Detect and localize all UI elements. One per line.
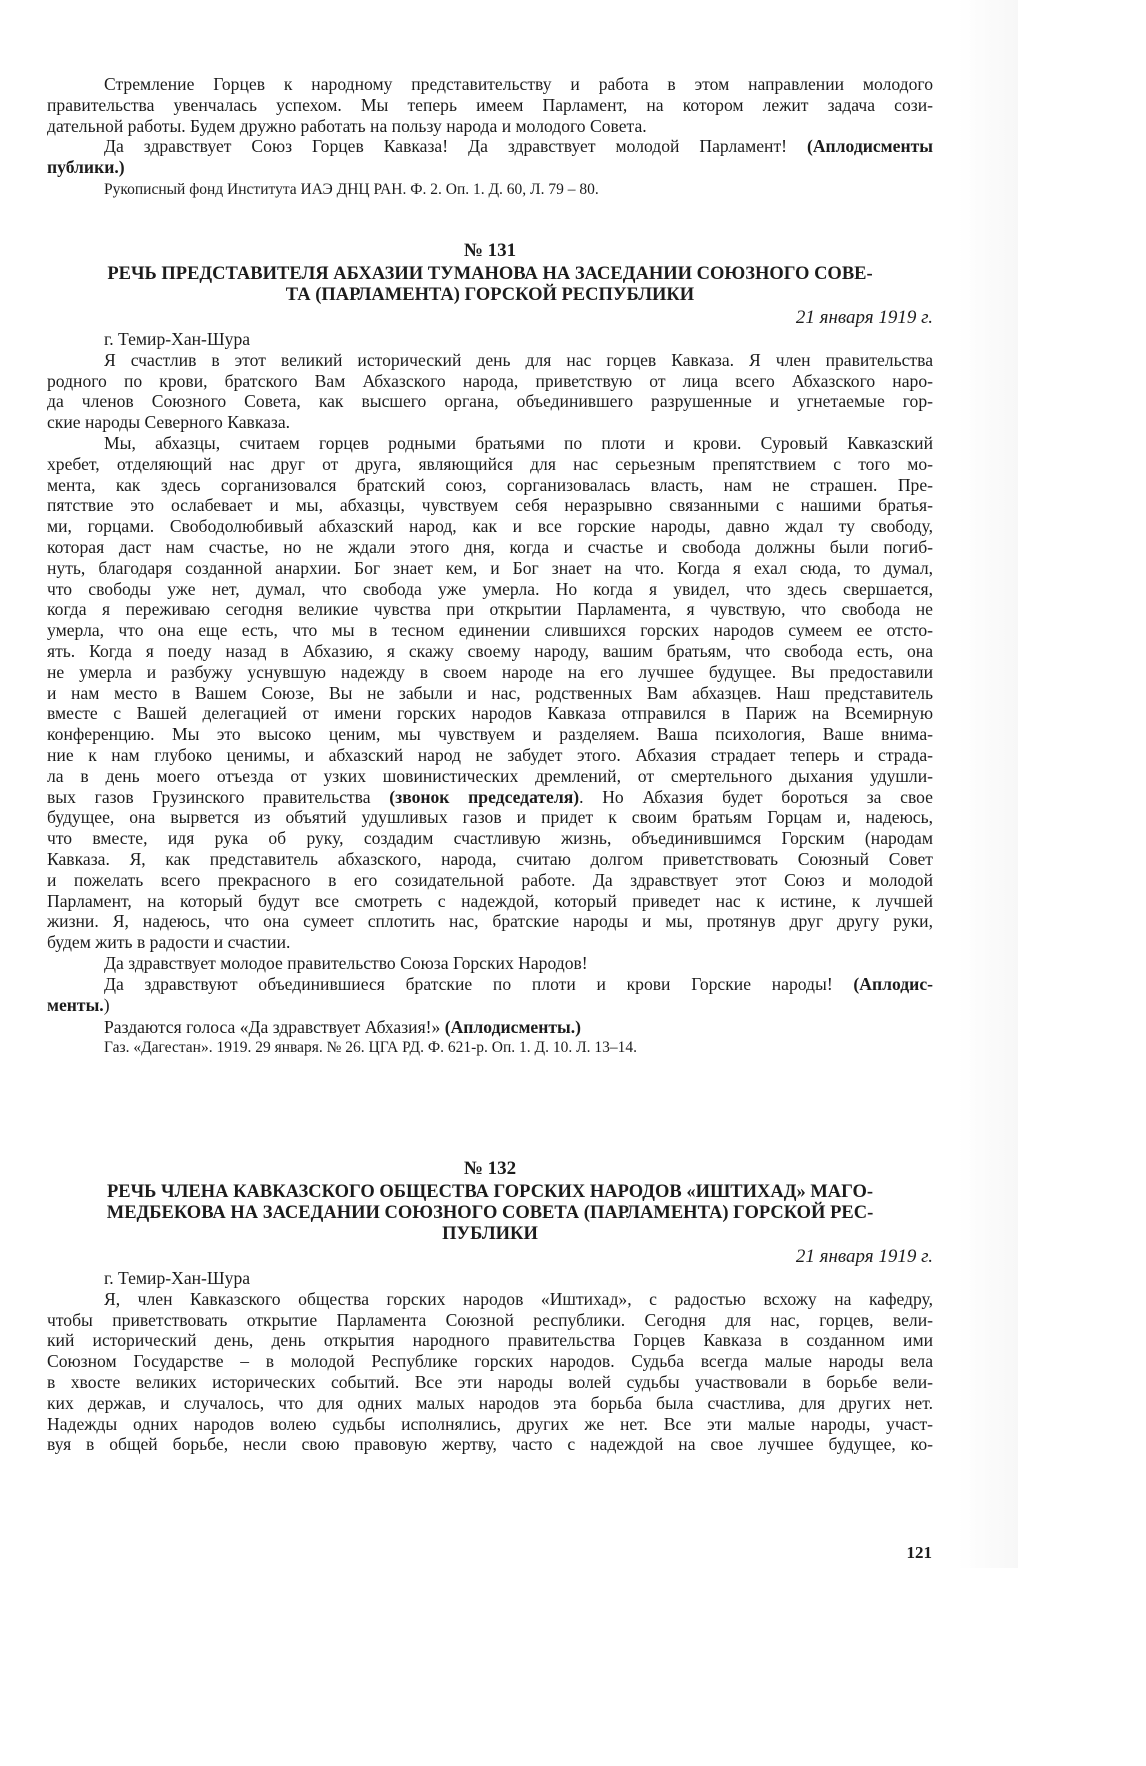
text-line: да членов Союзного Совета, как высшего органа, объединившего разрушенные и угнетаемые гор- (47, 391, 933, 412)
text-line: Надежды одних народов волею судьбы исполнялись, других же нет. Все эти малые народы, участ- (47, 1413, 933, 1434)
text-line: дательной работы. Будем дружно работать на пользу народа и молодого Совета. (47, 115, 647, 136)
text-line: Да здравствует молодое правительство Союза Горских Народов! (104, 952, 588, 973)
text-line: когда я переживаю сегодня великие чувства при открытии Парламента, я чувствую, что свобода не (47, 599, 933, 620)
title-line: ПУБЛИКИ (442, 1224, 538, 1244)
text-line (47, 787, 933, 808)
document-place: г. Темир-Хан-Шура (104, 329, 251, 349)
text-line (47, 1017, 933, 1038)
title-line: РЕЧЬ ЧЛЕНА КАВКАЗСКОГО ОБЩЕСТВА ГОРСКИХ НАРОДОВ «ИШТИХАД» МАГО- (106, 1182, 874, 1202)
text-line: чтобы приветствовать открытие Парламента Союзной республики. Сегодня для нас, горцев, вели- (47, 1309, 933, 1330)
document-number: № 131 (463, 240, 517, 261)
text-line: Парламент, на который будут все смотреть с надеждой, который приведет нас к истине, к лучшей (47, 890, 933, 911)
text-line: будущее, она вырвется из объятий удушливых газов и придет к своим братьям Горцам и, надеюсь, (47, 807, 933, 828)
text-line: что вместе, идя рука об руку, создадим счастливую жизнь, объединившимся Горским (народам (47, 828, 933, 849)
page-number: 121 (906, 1543, 932, 1562)
scan-edge-shadow (958, 0, 1018, 1568)
text-line: ские народы Северного Кавказа. (47, 412, 291, 433)
text-line: хребет, отделяющий нас друг от друга, являющийся для нас серьезным препятствием с того мо- (47, 453, 933, 474)
document-date: 21 января 1919 г. (795, 307, 933, 328)
text-line: ние к нам глубоко ценимы, и абхазский народ не забудет этого. Абхазия страдает теперь и страда- (47, 744, 933, 765)
stage-note: (звонок председателя) (389, 786, 580, 807)
text-line: ких держав, и случалось, что для одних малых народов эта борьба была счастлива, для других нет. (47, 1392, 933, 1413)
document-title (47, 1182, 933, 1245)
text-line (47, 136, 933, 157)
title-line: РЕЧЬ ПРЕДСТАВИТЕЛЯ АБХАЗИИ ТУМАНОВА НА ЗАСЕДАНИИ СОЮЗНОГО СОВЕ- (107, 264, 873, 284)
text-line: ми, горцами. Свободолюбивый абхазский народ, как и все горские народы, давно ждал ту свободу, (47, 516, 933, 537)
stage-note: публики.) (47, 157, 125, 178)
text-span: ) (103, 994, 110, 1015)
archive-source: Рукописный фонд Института ИАЭ ДНЦ РАН. Ф. 2. Оп. 1. Д. 60, Л. 79 – 80. (104, 180, 599, 198)
stage-note: (Аплодис- (853, 973, 933, 994)
text-line: которая даст нам счастье, но не ждали этого дня, когда и счастье и свобода должны были погиб- (47, 536, 933, 557)
document-date: 21 января 1919 г. (795, 1246, 933, 1267)
text-span: вых газов Грузинского правительства (47, 786, 390, 807)
document-title (47, 264, 933, 306)
archive-source: Газ. «Дагестан». 1919. 29 января. № 26. ЦГА РД. Ф. 621-р. Оп. 1. Д. 10. Л. 13–14. (104, 1039, 637, 1057)
text-line: пятствие это ослабевает и мы, абхазцы, чувствуем себя неразрывно связанными с нашими братья- (47, 495, 933, 516)
document-131 (47, 240, 933, 1059)
text-line: Стремление Горцев к народному представительству и работа в этом направлении молодого (104, 74, 933, 94)
text-line: и пожелать всего прекрасного в его созидательной работе. Да здравствует этот Союз и молодой (47, 869, 933, 890)
text-line: правительства увенчалась успехом. Мы теперь имеем Парламент, на котором лежит задача сози- (47, 94, 933, 115)
text-line: кий исторический день, день открытия народного правительства Горцев Кавказа в созданном ими (47, 1330, 933, 1351)
title-line: ТА (ПАРЛАМЕНТА) ГОРСКОЙ РЕСПУБЛИКИ (285, 285, 695, 305)
title-line: МЕДБЕКОВА НА ЗАСЕДАНИИ СОЮЗНОГО СОВЕТА (ПАРЛАМЕНТА) ГОРСКОЙ РЕС- (106, 1203, 874, 1223)
text-line (47, 995, 933, 1016)
continuation-text (47, 74, 933, 201)
text-line (47, 974, 933, 995)
text-span: . Но Абхазия будет бороться за свое (579, 786, 933, 807)
text-line: вместе с Вашей делегацией от имени горских народов Кавказа отправился в Париж на Всемирную (47, 703, 933, 724)
text-line: не умерла и разбужу уснувшую надежду в своем народе на его лучшее будущее. Вы предоставили (47, 661, 933, 682)
text-line: конференцию. Мы это высоко ценим, мы чувствуем и разделяем. Ваша психология, Ваше внима- (47, 724, 933, 745)
text-line: ять. Когда я поеду назад в Абхазию, я скажу своему народу, вашим братьям, что свобода есть, она (47, 640, 933, 661)
text-line: Я, член Кавказского общества горских народов «Иштихад», с радостью всхожу на кафедру, (104, 1288, 933, 1309)
document-place: г. Темир-Хан-Шура (104, 1268, 251, 1288)
text-line: Кавказа. Я, как представитель абхазского, народа, считаю долгом приветствовать Союзный Совет (47, 848, 933, 869)
text-line: Мы, абхазцы, считаем горцев родными братьями по плоти и крови. Суровый Кавказский (104, 432, 933, 453)
document-number: № 132 (463, 1158, 517, 1179)
stage-note: менты. (47, 994, 104, 1015)
text-line: жизни. Я, надеюсь, что она сумеет сплотить нас, братские народы и мы, протянув друг другу руки, (47, 911, 933, 932)
document-132 (47, 1158, 933, 1455)
text-line: будем жить в радости и счастии. (47, 932, 291, 953)
text-line: и нам место в Вашем Союзе, Вы не забыли и нас, родственных Вам абхазцев. Наш представитель (47, 682, 933, 703)
text-line: умерла, что она еще есть, что мы в тесном единении слившихся горских народов сумеем ее отсто- (47, 620, 933, 641)
text-line: вуя в общей борьбе, несли свою правовую жертву, часто с надеждой на свое лучшее будущее, ко- (47, 1434, 933, 1455)
text-line: родного по крови, братского Вам Абхазского народа, приветствую от лица всего Абхазского наро- (47, 370, 933, 391)
text-span: Да здравствует Союз Горцев Кавказа! Да здравствует молодой Парламент! (104, 136, 807, 157)
text-span: Раздаются голоса «Да здравствует Абхазия!» (104, 1017, 445, 1038)
text-line: мента, как здесь сорганизовался братский союз, сорганизовалась власть, нам не страшен. Пре- (47, 474, 933, 495)
stage-note: (Аплодисменты.) (444, 1017, 582, 1038)
stage-note: (Аплодисменты (806, 136, 933, 157)
text-line: ла в день моего отъезда от узких шовинистических дремлений, от смертельного дыхания удушли- (47, 765, 933, 786)
text-line: в хвосте великих исторических событий. Все эти народы волей судьбы участвовали в борьбе вели- (47, 1371, 933, 1392)
text-line: что свободы уже нет, думал, что свобода уже умерла. Но когда я увидел, что здесь свершается, (47, 578, 933, 599)
text-span: Да здравствуют объединившиеся братские по плоти и крови Горские народы! (104, 973, 854, 994)
text-line: нуть, благодаря созданной анархии. Бог знает кем, и Бог знает на что. Когда я ехал сюда, то думал, (47, 557, 933, 578)
text-line: Союзном Государстве – в молодой Республике горских народов. Судьба всегда малые народы вела (47, 1351, 933, 1372)
text-line: Я счастлив в этот великий исторический день для нас горцев Кавказа. Я член правительства (104, 349, 933, 370)
